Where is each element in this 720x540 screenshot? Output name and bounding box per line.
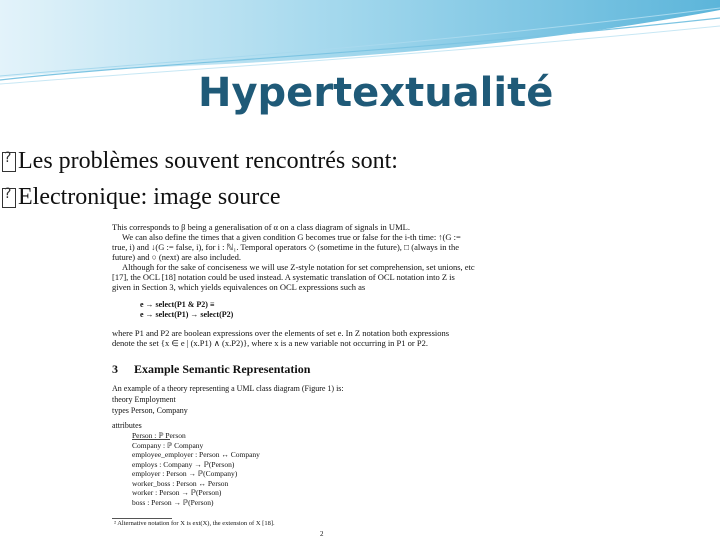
page-number: 2	[320, 530, 324, 538]
bullet-item	[2, 184, 281, 211]
section-number: 3	[112, 362, 118, 376]
footnote: ² Alternative notation for X is ext(X), the extension of X [18].	[114, 520, 275, 527]
attribute-item: worker : Person → ℙ(Person)	[132, 488, 222, 497]
document-line: where P1 and P2 are boolean expressions over the elements of set e. In Z notation both expressions	[112, 328, 450, 338]
document-line: true, i) and ↓(G := false, i), for i : ℕ₁. Temporal operators ◇ (sometime in the future), □ (always in the	[112, 242, 459, 252]
attribute-list	[132, 431, 260, 507]
attribute-item: employee_employer : Person ↔ Company	[132, 450, 260, 459]
bullet-text: Les problèmes souvent rencontrés sont:	[18, 148, 398, 174]
equation-line: e → select(P1) → select(P2)	[140, 310, 234, 319]
source-document-image	[100, 212, 558, 540]
document-line: denote the set {x ∈ e | (x.P1) ∧ (x.P2)}, where x is a new variable not occurring in P1 or P2.	[112, 338, 428, 348]
slide-title: Hypertextualité	[198, 70, 554, 116]
document-line: An example of a theory representing a UML class diagram (Figure 1) is:	[112, 384, 344, 393]
attribute-item: Company : ℙ Company	[132, 440, 204, 450]
section-title: Example Semantic Representation	[134, 362, 311, 376]
attributes-label: attributes	[112, 421, 142, 430]
document-line: This corresponds to β being a generalisation of α on a class diagram of signals in UML.	[112, 222, 410, 232]
attribute-item: employer : Person → ℙ(Company)	[132, 469, 238, 478]
attribute-item: boss : Person → ℙ(Person)	[132, 497, 214, 507]
bullet-glyph-icon	[2, 152, 16, 172]
document-paragraph	[112, 328, 542, 348]
types-line: types Person, Company	[112, 406, 188, 415]
document-line: We can also define the times that a given condition G becomes true or false for the i-th time: ↑(G :=	[122, 232, 461, 242]
bullet-text: Electronique: image source	[18, 184, 281, 210]
equation-line: e → select(P1 & P2) ≡	[140, 300, 215, 309]
bullet-glyph-icon	[2, 188, 16, 208]
document-line: Although for the sake of conciseness we will use Z-style notation for set comprehension, set unions, etc	[122, 262, 475, 272]
theory-line: theory Employment	[112, 395, 176, 404]
attribute-item: Person : ℙ Person	[132, 431, 186, 440]
footnote-rule	[112, 518, 172, 519]
attribute-item: worker_boss : Person ↔ Person	[132, 478, 229, 488]
bullet-item	[2, 148, 398, 175]
attribute-item: employs : Company → ℙ(Person)	[132, 459, 235, 469]
document-line: given in Section 3, which yields equivalences on OCL expressions such as	[112, 282, 366, 292]
document-paragraph	[112, 222, 542, 292]
document-line: [17], the OCL [18] notation could be used instead. A systematic translation of OCL notation into Z is	[112, 272, 455, 282]
document-line: future) and ○ (next) are also included.	[112, 252, 242, 262]
